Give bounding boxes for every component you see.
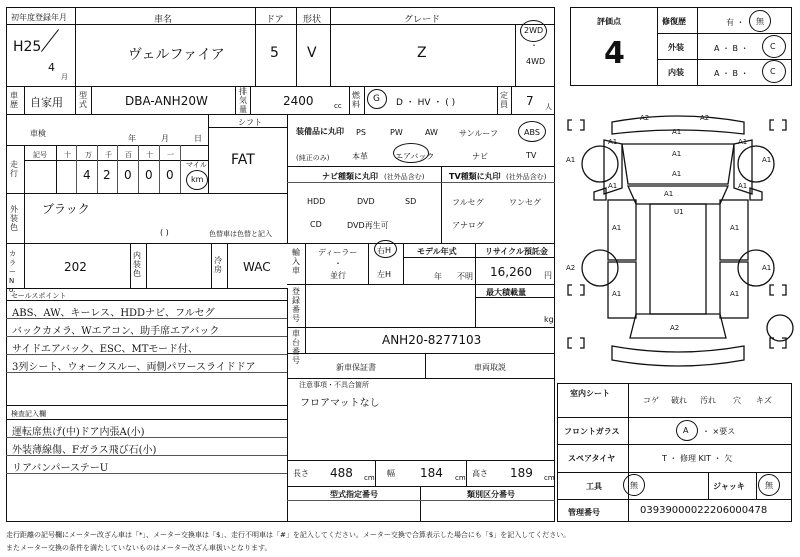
mileage-record-label: 記号 [33, 151, 47, 159]
shape-label: 形状 [303, 15, 322, 25]
height-value: 189 [510, 466, 533, 480]
model-year-unit: 年 [434, 272, 442, 281]
score-value: 4 [604, 36, 625, 71]
diagram-mark: A2 [700, 114, 710, 122]
nav-hdd: HDD [307, 197, 326, 206]
reg-month-value: 4 [48, 61, 55, 74]
equip-leather: 本革 [352, 152, 368, 161]
diagram-mark: A1 [730, 224, 740, 232]
recycle-value: 16,260 [490, 265, 532, 279]
jack-value: 無 [765, 481, 773, 490]
max-load-unit: kg [544, 315, 554, 324]
mileage-digit-4: 0 [145, 168, 153, 182]
nav-dvd-play: DVD再生可 [347, 221, 389, 230]
tv-oneseg: ワンセグ [509, 198, 541, 207]
selling-line-1: ABS、AW、キーレス、HDDナビ、フルセグ [12, 308, 215, 319]
height-unit: cm [544, 474, 555, 482]
diagram-mark: A2 [566, 264, 576, 272]
doors-label: ドア [266, 15, 284, 25]
front-glass-rest: ・ ×要ス [702, 427, 736, 436]
diagram-mark: A1 [738, 138, 748, 146]
inspection-line-2: 外装薄線傷、Fガラス飛び石(小) [12, 445, 157, 456]
diagram-mark: U1 [674, 208, 684, 216]
sheet-tear: 破れ [671, 396, 687, 405]
diagram-mark: A1 [672, 170, 682, 178]
recycle-label: リサイクル預託金 [485, 247, 548, 256]
exterior-grade: C [770, 42, 776, 51]
equipment-sub: (純正のみ) [296, 154, 330, 162]
mileage-unit-1: 十 [64, 151, 71, 159]
warranty-label: 新車保証書 [336, 363, 376, 372]
front-glass-label: フロントガラス [564, 427, 620, 436]
inspection-line-1: 運転席焦げ(中)ドア内張A(小) [12, 427, 145, 438]
spare-tire-label: スペアタイヤ [568, 454, 616, 463]
length-value: 488 [330, 466, 353, 480]
selling-points-label: セールスポイント [11, 292, 67, 300]
color-note: 色替車は色替と記入 [209, 230, 272, 238]
nav-cd: CD [310, 220, 322, 229]
nav-title-sub: (社外品含む) [384, 173, 425, 181]
nav-dvd: DVD [357, 197, 375, 206]
interior-color-label: 内装色 [133, 251, 141, 278]
interior-sheet-label: 室内シート [570, 389, 610, 398]
model-year-unknown: 不明 [457, 272, 473, 281]
interior-label: 内装 [668, 68, 684, 77]
chassis-value: ANH20-8277103 [382, 333, 482, 347]
diagram-mark: A1 [738, 182, 748, 190]
inspection-label: 車検 [30, 129, 46, 138]
selling-line-4: 3列シート、ウォークスルー、両側パワースライドドア [12, 362, 256, 373]
diagram-mark: A1 [566, 156, 576, 164]
capacity-label: 定員 [500, 91, 508, 109]
interior-options: A ・ B ・ [714, 69, 749, 78]
width-unit: cm [455, 474, 466, 482]
inspection-month-unit: 月 [161, 134, 169, 143]
selling-line-2: バックカメラ、Wエアコン、助手席エアバック [12, 326, 220, 337]
tools-label: 工具 [586, 482, 602, 491]
sheet-hole: 穴 [733, 396, 741, 405]
recycle-yen: 円 [544, 271, 552, 280]
mileage-unit-3: 千 [105, 151, 112, 159]
displacement-value: 2400 [283, 94, 314, 108]
vehicle-damage-diagram [560, 100, 798, 380]
inspection-day-unit: 日 [194, 134, 202, 143]
diagram-mark: A1 [612, 224, 622, 232]
length-label: 長さ [293, 469, 309, 478]
footer-note-2: またメーター交換の条件を満たしていないものはメーター改ざん車扱いとなります。 [6, 544, 272, 552]
mileage-digit-5: 0 [166, 168, 174, 182]
equipment-title: 装備品に丸印 [296, 127, 344, 136]
diagram-mark: A1 [762, 156, 772, 164]
equip-aw: AW [425, 128, 438, 137]
mileage-unit-6: 一 [167, 151, 174, 159]
mileage-digit-2: 2 [103, 168, 111, 182]
shift-value: FAT [231, 152, 255, 168]
ac-value: WAC [243, 260, 271, 274]
import-label: 輸入車 [292, 248, 300, 275]
mileage-unit-5: 十 [146, 151, 153, 159]
equip-navi: ナビ [472, 152, 488, 161]
capacity-unit: 人 [545, 103, 552, 111]
front-glass-selected: A [683, 426, 689, 435]
category-label: 車歴 [10, 91, 18, 109]
equip-airbag: エアバック [395, 152, 435, 161]
footer-note-1: 走行距離の記号欄にメーター改ざん車は「*」、メーター交換車は「$」、走行不明車は「#」を記入してください。メーター交換で合算表示した場合にも「$」を記入してください。 [6, 531, 571, 539]
repair-options: 有 ・ [726, 18, 745, 27]
displacement-label: 排気量 [239, 87, 247, 114]
reg-year-value: H25 [13, 39, 42, 55]
sheet-burn: コゲ [643, 396, 659, 405]
interior-grade: C [770, 67, 776, 76]
fuel-g: G [373, 94, 380, 104]
equip-sunroof: サンルーフ [459, 129, 498, 138]
tv-title-sub: (社外品含む) [506, 173, 547, 181]
drive-2wd: 2WD [524, 26, 544, 35]
exterior-options: A ・ B ・ [714, 44, 749, 53]
nav-sd: SD [405, 197, 417, 206]
height-label: 高さ [472, 469, 488, 478]
import-left-h: 左H [377, 270, 392, 279]
rear-damage-circle [767, 315, 793, 341]
diagram-mark: A1 [608, 138, 618, 146]
capacity-value: 7 [526, 94, 534, 108]
reg-year-label: 初年度登録年月 [11, 13, 67, 22]
diagram-mark: A1 [664, 190, 674, 198]
mileage-digit-1: 4 [83, 168, 91, 182]
tv-title: TV種類に丸印 [449, 172, 501, 181]
shift-label: シフト [238, 118, 262, 127]
mile-label: マイル [186, 161, 207, 169]
notes-value: フロアマットなし [300, 398, 380, 409]
notes-label: 注意事項・不具合箇所 [299, 381, 369, 389]
model-label: 型式 [79, 91, 87, 109]
grade-value: Z [417, 45, 427, 61]
repair-none: 無 [756, 17, 764, 26]
width-label: 幅 [387, 469, 395, 478]
category-value: 自家用 [30, 96, 63, 109]
grade-label: グレード [404, 15, 441, 25]
ac-label: 冷房 [214, 256, 222, 274]
model-year-label: モデル年式 [417, 247, 457, 256]
inspection-notes-label: 検査記入欄 [11, 410, 46, 418]
chassis-label: 車台番号 [292, 329, 300, 365]
inspection-line-3: リアバンパーステーU [12, 463, 109, 474]
tv-fullseg: フルセグ [452, 198, 484, 207]
class-label: 類別区分番号 [467, 490, 515, 499]
diagram-mark: A1 [730, 290, 740, 298]
diagram-mark: A1 [672, 150, 682, 158]
nav-title: ナビ種類に丸印 [322, 172, 378, 181]
fuel-options: D ・ HV ・ ( ) [396, 98, 456, 108]
car-name-value: ヴェルファイア [128, 47, 225, 63]
color-note-paren: ( ) [160, 228, 169, 237]
mileage-unit-4: 百 [125, 151, 132, 159]
reg-number-label: 登録番号 [292, 287, 300, 323]
doors-value: 5 [270, 45, 279, 61]
reg-month-unit: 月 [61, 73, 68, 81]
repair-label: 修復歴 [662, 17, 686, 26]
color-label: 外装色 [10, 205, 18, 232]
type-spec-label: 型式指定番号 [330, 490, 378, 499]
width-value: 184 [420, 466, 443, 480]
import-right-h: 右H [377, 246, 392, 255]
inspection-year-unit: 年 [128, 134, 136, 143]
diagram-mark: A1 [612, 290, 622, 298]
tv-analog: アナログ [452, 221, 484, 230]
max-load-label: 最大積載量 [486, 288, 526, 297]
color-no-value: 202 [64, 260, 87, 274]
spare-tire-items: T ・ 修理 KIT ・ 欠 [662, 454, 733, 463]
fuel-label: 燃料 [352, 91, 360, 109]
km-label: km [191, 175, 204, 184]
equip-pw: PW [390, 128, 403, 137]
length-unit: cm [364, 474, 375, 482]
jack-label: ジャッキ [713, 482, 745, 491]
tools-value: 無 [630, 481, 638, 490]
import-dot: ・ [334, 259, 342, 268]
color-value: ブラック [42, 202, 90, 216]
mileage-unit-2: 万 [85, 151, 92, 159]
sheet-scratch: キズ [756, 396, 772, 405]
diagram-mark: A1 [762, 264, 772, 272]
exterior-label: 外装 [668, 43, 684, 52]
color-no-label: カラーNo. [9, 250, 16, 294]
drive-sep: ・ [530, 41, 538, 50]
mileage-digit-3: 0 [124, 168, 132, 182]
car-name-label: 車名 [154, 15, 173, 25]
diagram-mark: A2 [670, 324, 680, 332]
diagram-mark: A1 [672, 128, 682, 136]
equip-abs: ABS [524, 128, 540, 137]
selling-line-3: サイドエアバック、ESC、MTモード付、 [12, 344, 199, 355]
mileage-label: 走行 [10, 160, 18, 178]
diagram-mark: A1 [608, 182, 618, 190]
equip-tv: TV [526, 151, 537, 160]
score-label: 評価点 [597, 17, 621, 26]
management-label: 管理番号 [568, 508, 600, 517]
sheet-dirt: 汚れ [700, 396, 716, 405]
import-parallel: 並行 [330, 271, 346, 280]
equip-ps: PS [356, 128, 366, 137]
drive-4wd: 4WD [526, 57, 546, 66]
management-value: 03939000022206000478 [640, 505, 768, 516]
model-value: DBA-ANH20W [125, 94, 208, 108]
manual-label: 車両取説 [474, 363, 506, 372]
cc-unit: cc [334, 102, 342, 110]
import-dealer: ディーラー [318, 248, 358, 257]
diagram-mark: A2 [640, 114, 650, 122]
shape-value: V [307, 45, 317, 61]
